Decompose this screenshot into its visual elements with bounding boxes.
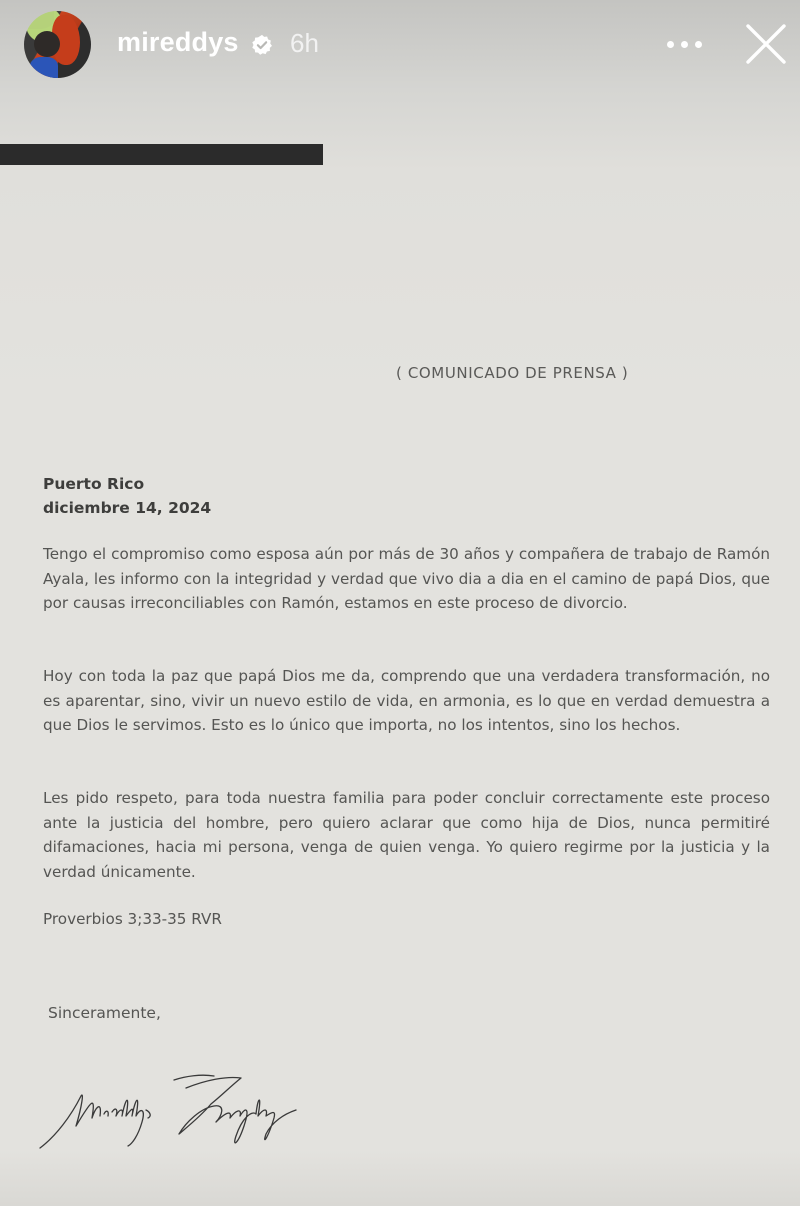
avatar-shirt xyxy=(30,57,58,78)
location-date-block xyxy=(43,472,211,520)
username-link[interactable]: mireddys xyxy=(117,27,239,57)
document-title: ( COMUNICADO DE PRENSA ) xyxy=(396,364,629,382)
avatar-background xyxy=(24,11,54,29)
paragraph-1: Tengo el compromiso como esposa aún por más de 30 años y compañera de trabajo de Ramón Ayala, les informo con la integridad y verdad que vivo dia a dia en el camino de papá Dios, que por causas irreconciliables con Ramón, estamos en este proceso de divorcio. xyxy=(43,545,770,612)
more-options-button[interactable] xyxy=(664,36,704,52)
dot-icon xyxy=(681,41,688,48)
paragraph-2: Hoy con toda la paz que papá Dios me da, comprendo que una verdadera transformación, no es aparentar, sino, vivir un nuevo estilo de vida, en armonia, es lo que en verdad demuestra a que Dios le servimos. Esto es lo único que importa, no los intentos, sino los hechos. xyxy=(43,667,770,734)
location: Puerto Rico xyxy=(43,475,145,493)
story-header xyxy=(0,0,800,95)
date: diciembre 14, 2024 xyxy=(43,499,212,517)
signature-icon xyxy=(36,1066,316,1156)
post-timestamp: 6h xyxy=(290,28,319,58)
avatar-head xyxy=(34,31,60,57)
avatar[interactable] xyxy=(24,11,91,78)
bible-reference: Proverbios 3;33-35 RVR xyxy=(43,910,222,928)
decorative-header-bar xyxy=(0,144,323,165)
paragraph-3: Les pido respeto, para toda nuestra familia para poder concluir correctamente este proceso ante la justicia del hombre, pero quiero aclarar que como hija de Dios, nunca permitiré difamaciones, hacia mi persona, venga de quien venga. Yo quiero regirme por la justicia y la verdad únicamente. xyxy=(43,789,770,881)
closing-salutation: Sinceramente, xyxy=(48,1004,161,1022)
dot-icon xyxy=(667,41,674,48)
close-icon[interactable] xyxy=(744,22,788,66)
verified-badge-icon xyxy=(251,34,273,56)
dot-icon xyxy=(695,41,702,48)
